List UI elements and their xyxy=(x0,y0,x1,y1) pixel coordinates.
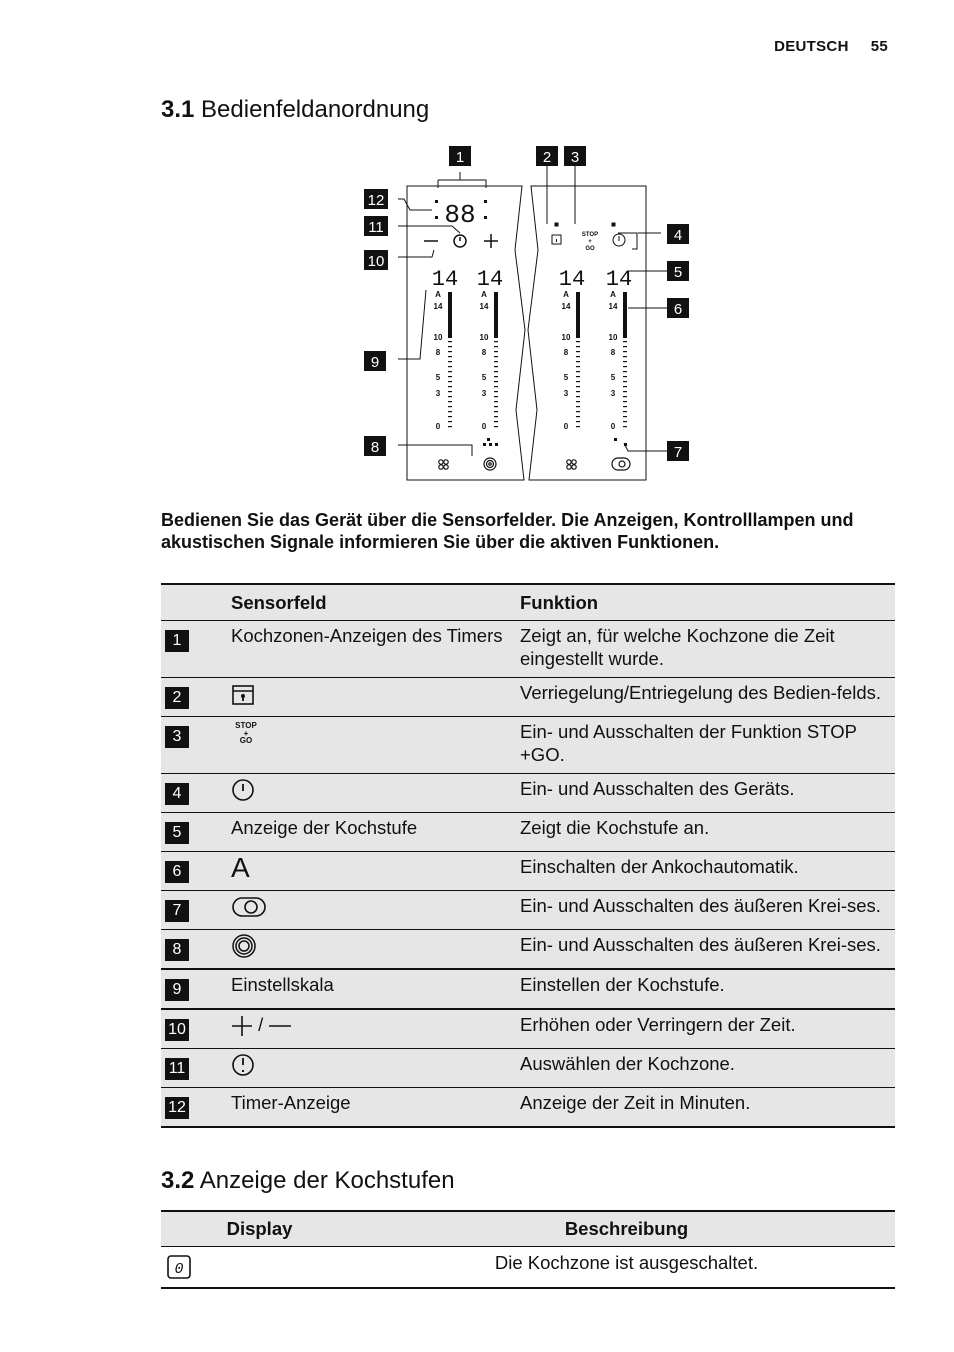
header-funktion: Funktion xyxy=(520,584,895,621)
scale-tick xyxy=(448,341,452,342)
scale-tick xyxy=(576,356,580,357)
sensorfeld-cell: Einstellskala xyxy=(231,969,520,1009)
scale-label: 10 xyxy=(433,333,443,342)
table-row xyxy=(161,969,895,1009)
scale-label: 14 xyxy=(561,302,571,311)
scale-tick xyxy=(576,406,580,407)
scale-tick xyxy=(448,381,452,382)
section-heading-3-1 xyxy=(161,96,429,124)
section-title: Bedienfeldanordnung xyxy=(201,96,430,123)
section-heading-3-2 xyxy=(161,1167,455,1195)
scale-tick xyxy=(494,426,498,427)
plus-minus-separator: / xyxy=(258,1014,264,1035)
scale-tick xyxy=(494,396,498,397)
row-number: 7 xyxy=(165,900,189,922)
intro-text: Bedienen Sie das Gerät über die Sensorfelder. Die Anzeigen, Kontrolllampen und akustischen Signale informieren Sie über die aktiven Funktionen. xyxy=(161,510,854,552)
scale-bar xyxy=(448,292,452,338)
scale-label: A xyxy=(435,290,441,299)
scale-tick xyxy=(494,401,498,402)
scale-tick xyxy=(494,416,498,417)
funktion-cell: Ein- und Ausschalten der Funktion STOP +GO. xyxy=(520,717,895,774)
svg-text:0: 0 xyxy=(174,1261,184,1279)
callout-11: 11 xyxy=(368,219,384,236)
svg-text:STOP: STOP xyxy=(581,232,599,238)
scale-tick xyxy=(494,421,498,422)
callout-4: 4 xyxy=(673,227,683,244)
scale-tick xyxy=(494,346,498,347)
level-display-3: 14 xyxy=(558,267,586,292)
scale-tick xyxy=(576,366,580,367)
table-row xyxy=(161,1247,895,1289)
section-title: Anzeige der Kochstufen xyxy=(199,1167,455,1194)
scale-label: 10 xyxy=(479,333,489,342)
scale-tick xyxy=(623,351,627,352)
scale-tick xyxy=(623,416,627,417)
table-row xyxy=(161,1009,895,1049)
scale-tick xyxy=(623,406,627,407)
scale-label: 0 xyxy=(610,422,616,431)
funktion-cell: Ein- und Ausschalten des äußeren Krei-ses. xyxy=(520,891,895,930)
sensorfeld-cell: Anzeige der Kochstufe xyxy=(231,813,520,852)
scale-tick xyxy=(448,346,452,347)
table-row xyxy=(161,813,895,852)
callout-2: 2 xyxy=(542,149,552,166)
scale-tick xyxy=(623,356,627,357)
scale-tick xyxy=(576,396,580,397)
scale-tick xyxy=(448,386,452,387)
scale-tick xyxy=(576,421,580,422)
table-row xyxy=(161,621,895,678)
row-number: 5 xyxy=(165,822,189,844)
scale-label: 10 xyxy=(608,333,618,342)
table-row xyxy=(161,717,895,774)
language-label: DEUTSCH xyxy=(774,38,849,55)
scale-tick xyxy=(623,421,627,422)
scale-bar xyxy=(576,292,580,338)
scale-tick xyxy=(576,371,580,372)
funktion-cell: Erhöhen oder Verringern der Zeit. xyxy=(520,1009,895,1049)
scale-tick xyxy=(494,356,498,357)
callout-6: 6 xyxy=(673,301,683,318)
row-number: 10 xyxy=(165,1019,189,1041)
scale-tick xyxy=(576,391,580,392)
svg-text:+: + xyxy=(243,729,249,739)
row-number: 2 xyxy=(165,687,189,709)
scale-label: 8 xyxy=(563,348,569,357)
scale-label: 10 xyxy=(561,333,571,342)
concentric-circles-icon xyxy=(231,933,257,959)
scale-bar xyxy=(623,292,627,338)
table-row xyxy=(161,852,895,891)
callout-10: 10 xyxy=(367,253,385,270)
funktion-cell: Zeigt die Kochstufe an. xyxy=(520,813,895,852)
table-row xyxy=(161,891,895,930)
funktion-cell: Ein- und Ausschalten des Geräts. xyxy=(520,774,895,813)
scale-tick xyxy=(494,351,498,352)
scale-tick xyxy=(623,391,627,392)
digit-zero-display-icon xyxy=(167,1255,191,1279)
level-display-1: 14 xyxy=(431,267,459,292)
scale-label: A xyxy=(563,290,569,299)
scale-bar xyxy=(494,292,498,338)
scale-tick xyxy=(623,371,627,372)
scale-label: A xyxy=(610,290,616,299)
scale-tick xyxy=(576,381,580,382)
table-row xyxy=(161,774,895,813)
scale-tick xyxy=(576,416,580,417)
row-number: 6 xyxy=(165,861,189,883)
funktion-cell: Einschalten der Ankochautomatik. xyxy=(520,852,895,891)
funktion-cell: Einstellen der Kochstufe. xyxy=(520,969,895,1009)
scale-tick xyxy=(494,391,498,392)
sensor-function-table xyxy=(161,583,895,1128)
scale-label: 5 xyxy=(435,373,441,382)
row-number: 11 xyxy=(165,1058,189,1080)
callout-9: 9 xyxy=(370,354,380,371)
scale-tick xyxy=(448,411,452,412)
scale-tick xyxy=(448,366,452,367)
scale-label: 3 xyxy=(435,389,441,398)
scale-tick xyxy=(576,341,580,342)
scale-tick xyxy=(494,406,498,407)
scale-label: 8 xyxy=(435,348,441,357)
scale-tick xyxy=(623,386,627,387)
scale-tick xyxy=(494,381,498,382)
funktion-cell: Verriegelung/Entriegelung des Bedien-felds. xyxy=(520,678,895,717)
scale-tick xyxy=(576,376,580,377)
scale-tick xyxy=(576,386,580,387)
minus-icon xyxy=(268,1015,292,1037)
scale-tick xyxy=(494,341,498,342)
scale-label: 8 xyxy=(481,348,487,357)
section-number: 3.2 xyxy=(161,1167,195,1194)
scale-tick xyxy=(576,351,580,352)
scale-label: 14 xyxy=(608,302,618,311)
scale-label: 14 xyxy=(433,302,443,311)
scale-tick xyxy=(448,406,452,407)
scale-tick xyxy=(494,386,498,387)
scale-tick xyxy=(494,361,498,362)
scale-tick xyxy=(448,361,452,362)
scale-tick xyxy=(576,411,580,412)
scale-label: 3 xyxy=(610,389,616,398)
scale-tick xyxy=(494,411,498,412)
table-row xyxy=(161,678,895,717)
scale-tick xyxy=(623,381,627,382)
scale-tick xyxy=(623,401,627,402)
callout-5: 5 xyxy=(673,264,683,281)
scale-tick xyxy=(623,411,627,412)
scale-tick xyxy=(576,361,580,362)
control-panel-diagram xyxy=(360,140,683,485)
scale-label: 8 xyxy=(610,348,616,357)
row-number: 4 xyxy=(165,783,189,805)
level-display-4: 14 xyxy=(605,267,633,292)
display-table xyxy=(161,1210,895,1289)
row-number: 3 xyxy=(165,726,189,748)
callout-8: 8 xyxy=(370,439,380,456)
header-beschreibung: Beschreibung xyxy=(358,1211,895,1247)
callout-12: 12 xyxy=(367,192,385,209)
row-number: 12 xyxy=(165,1097,189,1119)
scale-label: 3 xyxy=(563,389,569,398)
scale-label: 0 xyxy=(435,422,441,431)
svg-text:STOP: STOP xyxy=(235,721,257,731)
scale-label: 5 xyxy=(563,373,569,382)
scale-tick xyxy=(623,396,627,397)
timer-display: 88 xyxy=(444,200,476,230)
funktion-cell: Ein- und Ausschalten des äußeren Krei-ses. xyxy=(520,930,895,970)
scale-tick xyxy=(494,371,498,372)
sensorfeld-cell: Kochzonen-Anzeigen des Timers xyxy=(231,621,520,678)
level-display-2: 14 xyxy=(476,267,504,292)
scale-label: 5 xyxy=(610,373,616,382)
scale-label: 0 xyxy=(481,422,487,431)
stop-go-icon xyxy=(231,720,261,746)
scale-tick xyxy=(623,426,627,427)
scale-tick xyxy=(448,421,452,422)
power-icon xyxy=(231,778,255,802)
section-number: 3.1 xyxy=(161,96,195,123)
sensorfeld-cell: Timer-Anzeige xyxy=(231,1088,520,1128)
scale-tick xyxy=(623,346,627,347)
svg-text:+: + xyxy=(588,239,592,245)
row-number: 8 xyxy=(165,939,189,961)
letter-a-icon: A xyxy=(231,852,250,883)
header-display: Display xyxy=(161,1211,358,1247)
scale-label: 5 xyxy=(481,373,487,382)
scale-tick xyxy=(448,371,452,372)
row-number: 9 xyxy=(165,979,189,1001)
oval-zone-icon xyxy=(231,895,267,919)
scale-tick xyxy=(623,376,627,377)
scale-tick xyxy=(448,416,452,417)
scale-tick xyxy=(623,361,627,362)
callout-3: 3 xyxy=(570,149,580,166)
scale-label: 3 xyxy=(481,389,487,398)
table-row xyxy=(161,930,895,970)
svg-text:GO: GO xyxy=(239,736,253,746)
table-row xyxy=(161,1049,895,1088)
scale-tick xyxy=(576,401,580,402)
page-header xyxy=(774,38,888,55)
scale-tick xyxy=(448,351,452,352)
scale-tick xyxy=(576,426,580,427)
scale-tick xyxy=(448,356,452,357)
callout-7: 7 xyxy=(673,444,683,461)
scale-label: 14 xyxy=(479,302,489,311)
scale-tick xyxy=(448,376,452,377)
scale-tick xyxy=(448,391,452,392)
timer-select-icon xyxy=(231,1053,255,1077)
scale-label: A xyxy=(481,290,487,299)
row-number: 1 xyxy=(165,630,189,652)
funktion-cell: Auswählen der Kochzone. xyxy=(520,1049,895,1088)
scale-tick xyxy=(623,366,627,367)
callout-1: 1 xyxy=(455,149,465,166)
page-number: 55 xyxy=(870,38,888,55)
lock-icon xyxy=(231,682,255,706)
scale-label: 0 xyxy=(563,422,569,431)
funktion-cell: Zeigt an, für welche Kochzone die Zeit eingestellt wurde. xyxy=(520,621,895,678)
scale-tick xyxy=(448,426,452,427)
scale-tick xyxy=(448,396,452,397)
scale-tick xyxy=(576,346,580,347)
scale-tick xyxy=(494,376,498,377)
beschreibung-cell: Die Kochzone ist ausgeschaltet. xyxy=(494,1252,759,1273)
plus-icon xyxy=(231,1015,253,1037)
svg-text:GO: GO xyxy=(585,246,595,252)
header-sensorfeld: Sensorfeld xyxy=(231,584,520,621)
funktion-cell: Anzeige der Zeit in Minuten. xyxy=(520,1088,895,1128)
scale-tick xyxy=(494,366,498,367)
scale-tick xyxy=(448,401,452,402)
scale-tick xyxy=(623,341,627,342)
table-row xyxy=(161,1088,895,1128)
